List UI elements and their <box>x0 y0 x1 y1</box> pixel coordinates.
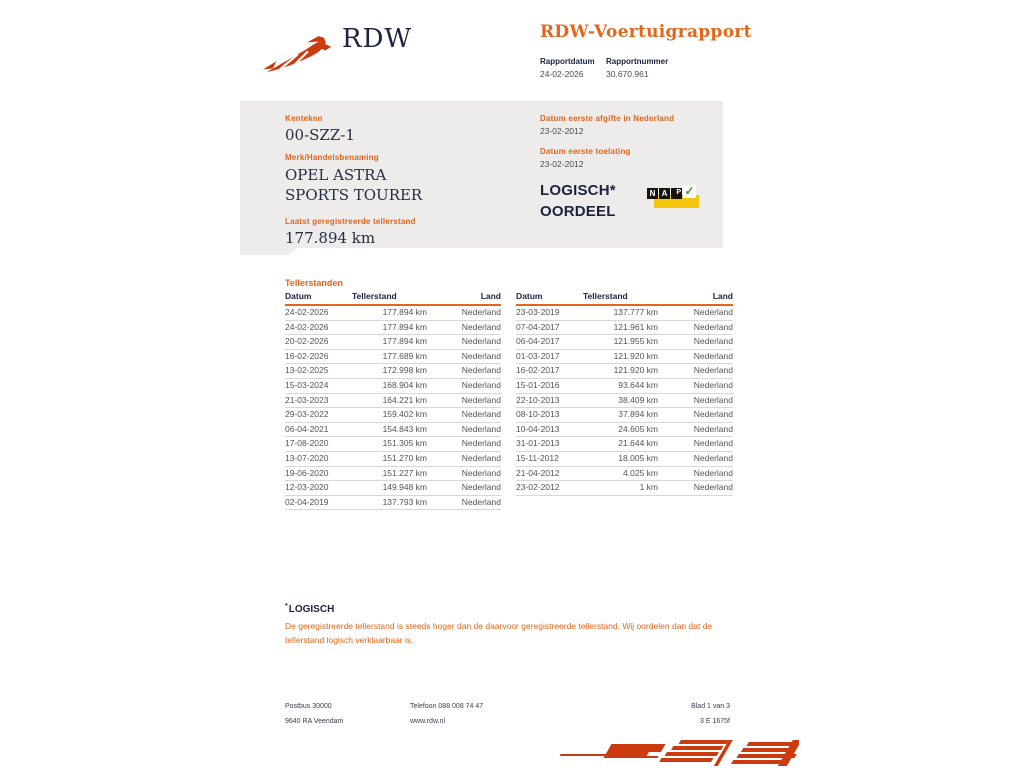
cell-tellerstand: 121.955 km <box>613 336 658 347</box>
cell-datum: 24-02-2026 <box>285 321 329 332</box>
cell-tellerstand: 151.227 km <box>382 467 427 478</box>
cell-datum: 29-03-2022 <box>285 409 329 420</box>
table-header-row <box>516 291 733 306</box>
footer-phone: Telefoon 088 008 74 47 <box>410 703 484 710</box>
cell-land: Nederland <box>461 321 501 332</box>
tellerstanden-table-left <box>285 291 501 510</box>
cell-tellerstand: 177.894 km <box>382 307 427 317</box>
table-row <box>516 423 733 438</box>
cell-tellerstand: 4.025 km <box>623 467 658 478</box>
footer-doc-code: 3 E 1675f <box>700 718 730 725</box>
merk-line2: SPORTS TOURER <box>285 186 423 204</box>
table-body <box>285 306 501 510</box>
rdw-logo-text: RDW <box>342 24 413 54</box>
table-row <box>285 437 501 452</box>
table-row <box>516 335 733 350</box>
table-row <box>516 321 733 336</box>
table-row <box>285 350 501 365</box>
cell-datum: 17-08-2020 <box>285 438 329 449</box>
cell-datum: 15-11-2012 <box>516 452 559 463</box>
cell-datum: 22-10-2013 <box>516 394 560 405</box>
cell-datum: 02-04-2019 <box>285 496 329 507</box>
table-row <box>285 394 501 409</box>
oordeel-line1: LOGISCH* <box>540 182 616 199</box>
kenteken-value: 00-SZZ-1 <box>285 126 355 144</box>
table-row <box>285 452 501 467</box>
cell-land: Nederland <box>693 467 733 478</box>
cell-tellerstand: 121.920 km <box>613 350 658 361</box>
rdw-stripes-graphic <box>553 738 799 768</box>
cell-land: Nederland <box>693 307 733 317</box>
cell-land: Nederland <box>461 394 501 405</box>
cell-tellerstand: 121.961 km <box>613 321 658 332</box>
kenteken-label: Kenteken <box>285 114 323 123</box>
rdw-bird-icon <box>262 32 334 78</box>
table-row <box>285 408 501 423</box>
table-row <box>285 481 501 496</box>
table-row <box>285 335 501 350</box>
cell-land: Nederland <box>461 467 501 478</box>
cell-datum: 07-04-2017 <box>516 321 560 332</box>
cell-tellerstand: 159.402 km <box>382 409 427 420</box>
cell-land: Nederland <box>693 482 733 493</box>
nap-check-icon: ✓ <box>684 184 695 198</box>
toelating-value: 23-02-2012 <box>540 159 584 169</box>
cell-land: Nederland <box>461 365 501 376</box>
toelating-label: Datum eerste toelating <box>540 147 631 156</box>
cell-land: Nederland <box>461 438 501 449</box>
report-number-label: Rapportnummer <box>606 57 669 66</box>
footer-contact <box>410 699 691 729</box>
nap-letter-p: P <box>671 188 682 199</box>
cell-datum: 15-01-2016 <box>516 379 560 390</box>
report-number-block <box>606 57 668 79</box>
footnote-asterisk: * <box>285 603 288 610</box>
cell-datum: 06-04-2021 <box>285 423 329 434</box>
cell-land: Nederland <box>693 379 733 390</box>
cell-tellerstand: 177.894 km <box>382 321 427 332</box>
table-row <box>516 394 733 409</box>
table-row <box>516 452 733 467</box>
cell-land: Nederland <box>461 307 501 317</box>
cell-tellerstand: 37.894 km <box>618 409 658 420</box>
cell-datum: 21-04-2012 <box>516 467 560 478</box>
cell-land: Nederland <box>461 409 501 420</box>
column-header-tellerstand: Tellerstand <box>583 291 628 301</box>
cell-tellerstand: 21.644 km <box>618 438 658 449</box>
cell-tellerstand: 93.644 km <box>618 379 658 390</box>
cell-tellerstand: 168.904 km <box>382 379 427 390</box>
cell-land: Nederland <box>693 394 733 405</box>
table-row <box>516 364 733 379</box>
oordeel-line2: OORDEEL <box>540 203 616 220</box>
footer-page-info <box>691 699 730 729</box>
merk-label: Merk/Handelsbenaming <box>285 153 379 162</box>
cell-datum: 24-02-2026 <box>285 307 329 317</box>
cell-datum: 06-04-2017 <box>516 336 560 347</box>
afgifte-label: Datum eerste afgifte in Nederland <box>540 114 675 123</box>
footer-page-number: Blad 1 van 3 <box>691 703 730 710</box>
column-header-land: Land <box>480 291 501 301</box>
table-row <box>516 408 733 423</box>
cell-tellerstand: 177.894 km <box>382 336 427 347</box>
cell-tellerstand: 172.998 km <box>382 365 427 376</box>
cell-tellerstand: 151.305 km <box>382 438 427 449</box>
footer-website: www.rdw.nl <box>410 718 446 725</box>
page-footer <box>285 699 730 729</box>
cell-land: Nederland <box>693 321 733 332</box>
report-number-value: 30.670.961 <box>606 69 649 79</box>
cell-datum: 15-03-2024 <box>285 379 329 390</box>
table-row <box>516 306 733 321</box>
report-meta <box>540 57 668 79</box>
table-row <box>516 437 733 452</box>
tellerstanden-table-right <box>516 291 733 510</box>
report-date-block <box>540 57 598 79</box>
table-row <box>285 364 501 379</box>
column-header-datum: Datum <box>516 291 543 301</box>
table-row <box>516 379 733 394</box>
nap-letter-n: N <box>647 188 658 199</box>
cell-datum: 01-03-2017 <box>516 350 560 361</box>
cell-datum: 16-02-2026 <box>285 350 329 361</box>
cell-land: Nederland <box>693 336 733 347</box>
table-row <box>285 423 501 438</box>
merk-line1: OPEL ASTRA <box>285 166 387 184</box>
table-row <box>285 467 501 482</box>
cell-datum: 23-03-2019 <box>516 307 560 317</box>
footer-address-line2: 9640 RA Veendam <box>285 718 344 725</box>
cell-datum: 19-06-2020 <box>285 467 329 478</box>
afgifte-value: 23-02-2012 <box>540 126 584 136</box>
cell-datum: 20-02-2026 <box>285 336 329 347</box>
footnote-title-text: LOGISCH <box>288 604 335 615</box>
table-header-row <box>285 291 501 306</box>
cell-datum: 21-03-2023 <box>285 394 329 405</box>
table-row <box>285 379 501 394</box>
cell-land: Nederland <box>461 336 501 347</box>
cell-tellerstand: 38.409 km <box>618 394 658 405</box>
cell-land: Nederland <box>461 452 501 463</box>
cell-datum: 31-01-2013 <box>516 438 560 449</box>
cell-land: Nederland <box>461 350 501 361</box>
footnote-text: De geregistreerde tellerstand is steeds hoger dan de daarvoor geregistreerde tellerstand. Wij oordelen dan dat de tellerstand logisch verklaarbaar is. <box>285 621 713 645</box>
cell-land: Nederland <box>461 496 501 507</box>
vehicle-summary-panel <box>240 101 723 248</box>
cell-datum: 10-04-2013 <box>516 423 560 434</box>
table-row <box>516 467 733 482</box>
cell-datum: 08-10-2013 <box>516 409 560 420</box>
vehicle-dates-column <box>540 114 720 222</box>
footnote-title <box>285 603 334 615</box>
cell-tellerstand: 177.689 km <box>382 350 427 361</box>
cell-tellerstand: 18.005 km <box>618 452 658 463</box>
cell-datum: 16-02-2017 <box>516 365 560 376</box>
cell-tellerstand: 1 km <box>639 482 658 493</box>
report-date-value: 24-02-2026 <box>540 69 584 79</box>
laatste-tellerstand-value: 177.894 km <box>285 229 376 247</box>
cell-land: Nederland <box>693 409 733 420</box>
table-row <box>516 350 733 365</box>
panel-corner-tab <box>240 248 298 255</box>
cell-tellerstand: 149.948 km <box>382 482 427 493</box>
laatste-tellerstand-label: Laatst geregistreerde tellerstand <box>285 217 416 226</box>
cell-tellerstand: 121.920 km <box>613 365 658 376</box>
table-row <box>285 321 501 336</box>
table-body <box>516 306 733 496</box>
column-header-datum: Datum <box>285 291 312 301</box>
cell-land: Nederland <box>693 438 733 449</box>
cell-land: Nederland <box>693 423 733 434</box>
table-row <box>285 306 501 321</box>
footer-address <box>285 699 410 729</box>
cell-tellerstand: 154.843 km <box>382 423 427 434</box>
cell-datum: 12-03-2020 <box>285 482 329 493</box>
report-date-label: Rapportdatum <box>540 57 595 66</box>
cell-datum: 13-07-2020 <box>285 452 329 463</box>
cell-tellerstand: 137.777 km <box>613 307 658 317</box>
cell-datum: 23-02-2012 <box>516 482 560 493</box>
cell-land: Nederland <box>461 379 501 390</box>
cell-land: Nederland <box>693 350 733 361</box>
cell-land: Nederland <box>693 365 733 376</box>
cell-land: Nederland <box>461 423 501 434</box>
cell-datum: 13-02-2025 <box>285 365 329 376</box>
column-header-tellerstand: Tellerstand <box>352 291 397 301</box>
cell-tellerstand: 151.270 km <box>382 452 427 463</box>
cell-tellerstand: 164.221 km <box>382 394 427 405</box>
nap-logo <box>647 185 701 211</box>
table-row <box>285 496 501 511</box>
cell-tellerstand: 24.605 km <box>618 423 658 434</box>
rdw-logo <box>262 26 412 78</box>
tellerstanden-section-title: Tellerstanden <box>285 278 343 288</box>
column-header-land: Land <box>712 291 733 301</box>
merk-value <box>285 165 422 205</box>
footer-address-line1: Postbus 30000 <box>285 703 332 710</box>
cell-land: Nederland <box>693 452 733 463</box>
cell-tellerstand: 137.793 km <box>382 496 427 507</box>
tellerstanden-tables <box>285 291 733 510</box>
cell-land: Nederland <box>461 482 501 493</box>
nap-letter-a: A <box>659 188 670 199</box>
vehicle-identity-column <box>285 114 422 247</box>
table-row <box>516 481 733 496</box>
report-title: RDW-Voertuigrapport <box>540 22 752 42</box>
